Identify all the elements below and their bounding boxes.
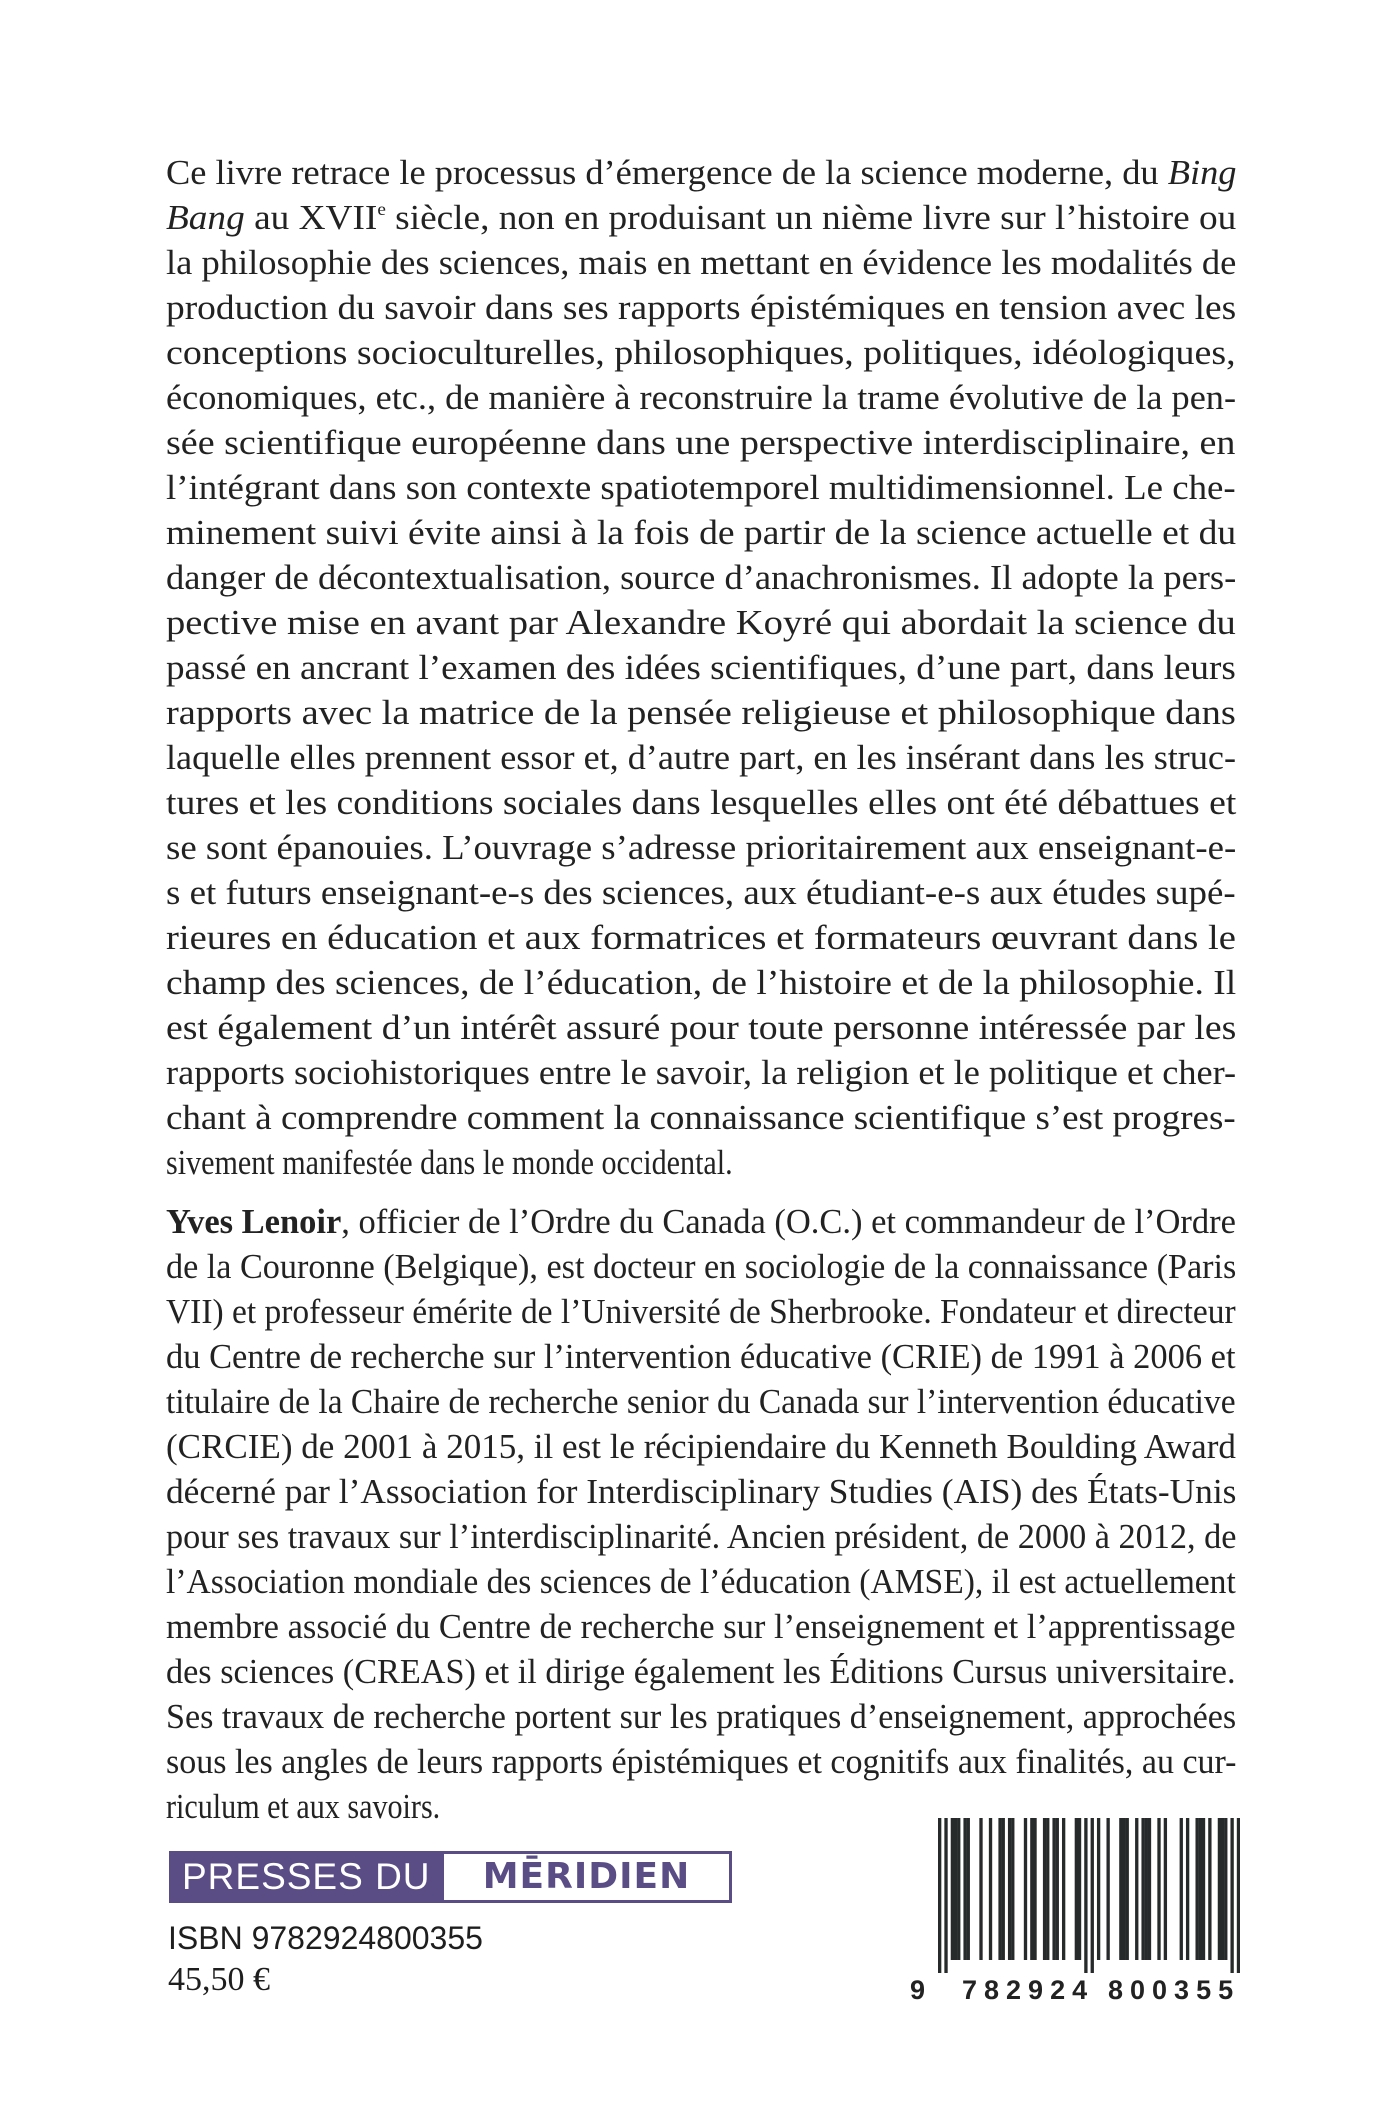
author-name: Yves Lenoir — [166, 1202, 342, 1241]
barcode-right-group: 800355 — [1108, 1975, 1241, 2005]
text-line: sivement manifestée dans le monde occidental. — [166, 1143, 733, 1182]
text-line: du Centre de recherche sur l’intervention éducative (CRIE) de 1991 à 2006 et — [166, 1337, 1236, 1376]
text-line: sous les angles de leurs rapports épistémiques et cognitifs aux finalités, au cur- — [166, 1742, 1237, 1781]
text-line: titulaire de la Chaire de recherche senior du Canada sur l’intervention éducative — [166, 1382, 1236, 1421]
text-line: riculum et aux savoirs. — [166, 1787, 441, 1826]
text-line: pective mise en avant par Alexandre Koyré qui abordait la science du — [166, 603, 1236, 642]
text-line: décerné par l’Association for Interdisciplinary Studies (AIS) des États-Unis — [166, 1472, 1237, 1511]
text-line: champ des sciences, de l’éducation, de l’histoire et de la philosophie. Il — [166, 963, 1237, 1002]
text-line: est également d’un intérêt assuré pour toute personne intéressée par les — [166, 1008, 1237, 1047]
text-line: économiques, etc., de manière à reconstruire la trame évolutive de la pen- — [166, 378, 1237, 417]
text-line: rapports avec la matrice de la pensée religieuse et philosophique dans — [166, 693, 1236, 732]
publisher-logo-right-text: MĒRIDIEN — [444, 1854, 729, 1900]
text-line: Yves Lenoir, officier de l’Ordre du Canada (O.C.) et commandeur de l’Ordre — [166, 1202, 1236, 1241]
text-line: se sont épanouies. L’ouvrage s’adresse prioritairement aux enseignant-e- — [166, 828, 1237, 867]
price-label: 45,50 € — [168, 1961, 270, 1998]
text-line: passé en ancrant l’examen des idées scientifiques, d’une part, dans leurs — [166, 648, 1236, 687]
book-description — [166, 150, 1236, 1185]
text-line: s et futurs enseignant-e-s des sciences, aux étudiant-e-s aux études supé- — [166, 873, 1236, 912]
text-line: rapports sociohistoriques entre le savoir, la religion et le politique et cher- — [166, 1053, 1237, 1092]
text-line: VII) et professeur émérite de l’Université de Sherbrooke. Fondateur et directeur — [166, 1292, 1236, 1331]
text-line: conceptions socioculturelles, philosophiques, politiques, idéologiques, — [166, 333, 1236, 372]
text-line: des sciences (CREAS) et il dirige également les Éditions Cursus universitaire. — [166, 1652, 1236, 1691]
text-line: sée scientifique européenne dans une perspective interdisciplinaire, en — [166, 423, 1236, 462]
text-line: la philosophie des sciences, mais en mettant en évidence les modalités de — [166, 243, 1237, 282]
text-line: (CRCIE) de 2001 à 2015, il est le récipiendaire du Kenneth Boulding Award — [166, 1427, 1236, 1466]
text-line: membre associé du Centre de recherche sur l’enseignement et l’apprentissage — [166, 1607, 1236, 1646]
text-line: l’intégrant dans son contexte spatiotemporel multidimensionnel. Le che- — [166, 468, 1236, 507]
barcode-bars-icon — [938, 1818, 1240, 1973]
barcode-left-group: 782924 — [962, 1975, 1095, 2005]
text-line: l’Association mondiale des sciences de l’éducation (AMSE), il est actuellement — [166, 1562, 1236, 1601]
barcode — [910, 1818, 1240, 2008]
text-line: danger de décontextualisation, source d’anachronismes. Il adopte la pers- — [166, 558, 1237, 597]
isbn-label: ISBN 9782924800355 — [168, 1920, 483, 1956]
author-biography — [166, 1199, 1236, 1829]
text-line: production du savoir dans ses rapports épistémiques en tension avec les — [166, 288, 1237, 327]
publisher-logo — [169, 1851, 732, 1903]
text-line: Ce livre retrace le processus d’émergence de la science moderne, du Bing — [166, 153, 1237, 192]
text-line: rieures en éducation et aux formatrices et formateurs œuvrant dans le — [166, 918, 1236, 957]
barcode-digits — [910, 1975, 1240, 2005]
text-line: de la Couronne (Belgique), est docteur en sociologie de la connaissance (Paris — [166, 1247, 1237, 1286]
publisher-logo-left-text: PRESSES DU — [182, 1856, 431, 1897]
text-line: Bang au XVIIe siècle, non en produisant un nième livre sur l’histoire ou — [166, 198, 1237, 237]
barcode-first-digit: 9 — [910, 1975, 926, 2005]
text-line: minement suivi évite ainsi à la fois de partir de la science actuelle et du — [166, 513, 1237, 552]
text-line: laquelle elles prennent essor et, d’autre part, en les insérant dans les struc- — [166, 738, 1237, 777]
text-line: Ses travaux de recherche portent sur les pratiques d’enseignement, approchées — [166, 1697, 1237, 1736]
text-line: tures et les conditions sociales dans lesquelles elles ont été débattues et — [166, 783, 1237, 822]
text-line: chant à comprendre comment la connaissance scientifique s’est progres- — [166, 1098, 1236, 1137]
text-line: pour ses travaux sur l’interdisciplinarité. Ancien président, de 2000 à 2012, de — [166, 1517, 1237, 1556]
